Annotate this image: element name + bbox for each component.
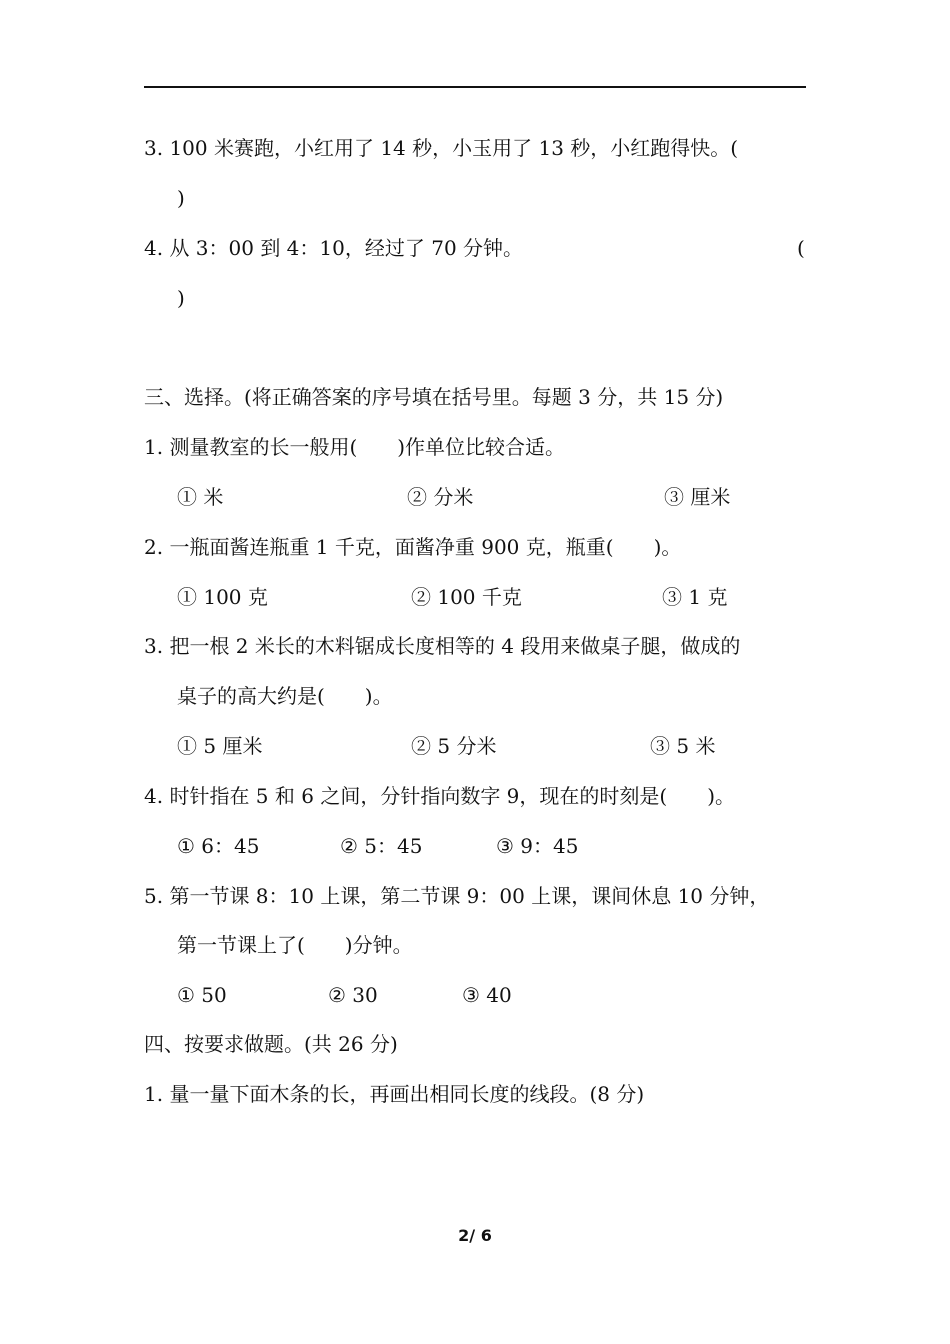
- choice-5-option-3: ③ 40: [462, 983, 512, 1007]
- choice-2-option-2: ② 100 千克: [411, 585, 522, 609]
- section-4-question-1: 1. 量一量下面木条的长，再画出相同长度的线段。(8 分): [144, 1082, 645, 1106]
- choice-1-option-3: ③ 厘米: [664, 485, 731, 509]
- judge-question-3: 3. 100 米赛跑，小红用了 14 秒，小玉用了 13 秒，小红跑得快。(: [144, 136, 739, 160]
- choice-2-option-1: ① 100 克: [177, 585, 268, 609]
- section-3-heading: 三、选择。(将正确答案的序号填在括号里。每题 3 分，共 15 分): [144, 385, 724, 409]
- choice-2-option-3: ③ 1 克: [662, 585, 728, 609]
- section-4-heading: 四、按要求做题。(共 26 分): [144, 1032, 398, 1056]
- judge-question-4: 4. 从 3：00 到 4：10，经过了 70 分钟。: [144, 236, 524, 260]
- choice-3-option-1: ① 5 厘米: [177, 734, 263, 758]
- judge-question-4-close-paren: ): [177, 286, 185, 310]
- choice-question-2: 2. 一瓶面酱连瓶重 1 千克，面酱净重 900 克，瓶重( )。: [144, 535, 682, 559]
- header-rule: [144, 86, 806, 88]
- choice-5-option-1: ① 50: [177, 983, 227, 1007]
- choice-question-3-cont: 桌子的高大约是( )。: [177, 684, 393, 708]
- judge-question-4-open-paren: (: [797, 236, 805, 260]
- choice-1-option-1: ① 米: [177, 485, 224, 509]
- judge-question-3-close-paren: ): [177, 186, 185, 210]
- page-number: 2/ 6: [458, 1226, 492, 1245]
- choice-question-1: 1. 测量教室的长一般用( )作单位比较合适。: [144, 435, 566, 459]
- choice-3-option-3: ③ 5 米: [650, 734, 716, 758]
- choice-3-option-2: ② 5 分米: [411, 734, 497, 758]
- choice-question-5-cont: 第一节课上了( )分钟。: [177, 933, 413, 957]
- choice-question-3: 3. 把一根 2 米长的木料锯成长度相等的 4 段用来做桌子腿，做成的: [144, 634, 741, 658]
- choice-question-4: 4. 时针指在 5 和 6 之间，分针指向数字 9，现在的时刻是( )。: [144, 784, 736, 808]
- choice-4-option-3: ③ 9：45: [496, 834, 579, 858]
- choice-4-option-1: ① 6：45: [177, 834, 260, 858]
- choice-5-option-2: ② 30: [328, 983, 378, 1007]
- choice-4-option-2: ② 5：45: [340, 834, 423, 858]
- choice-1-option-2: ② 分米: [407, 485, 474, 509]
- choice-question-5: 5. 第一节课 8：10 上课，第二节课 9：00 上课，课间休息 10 分钟，: [144, 884, 770, 908]
